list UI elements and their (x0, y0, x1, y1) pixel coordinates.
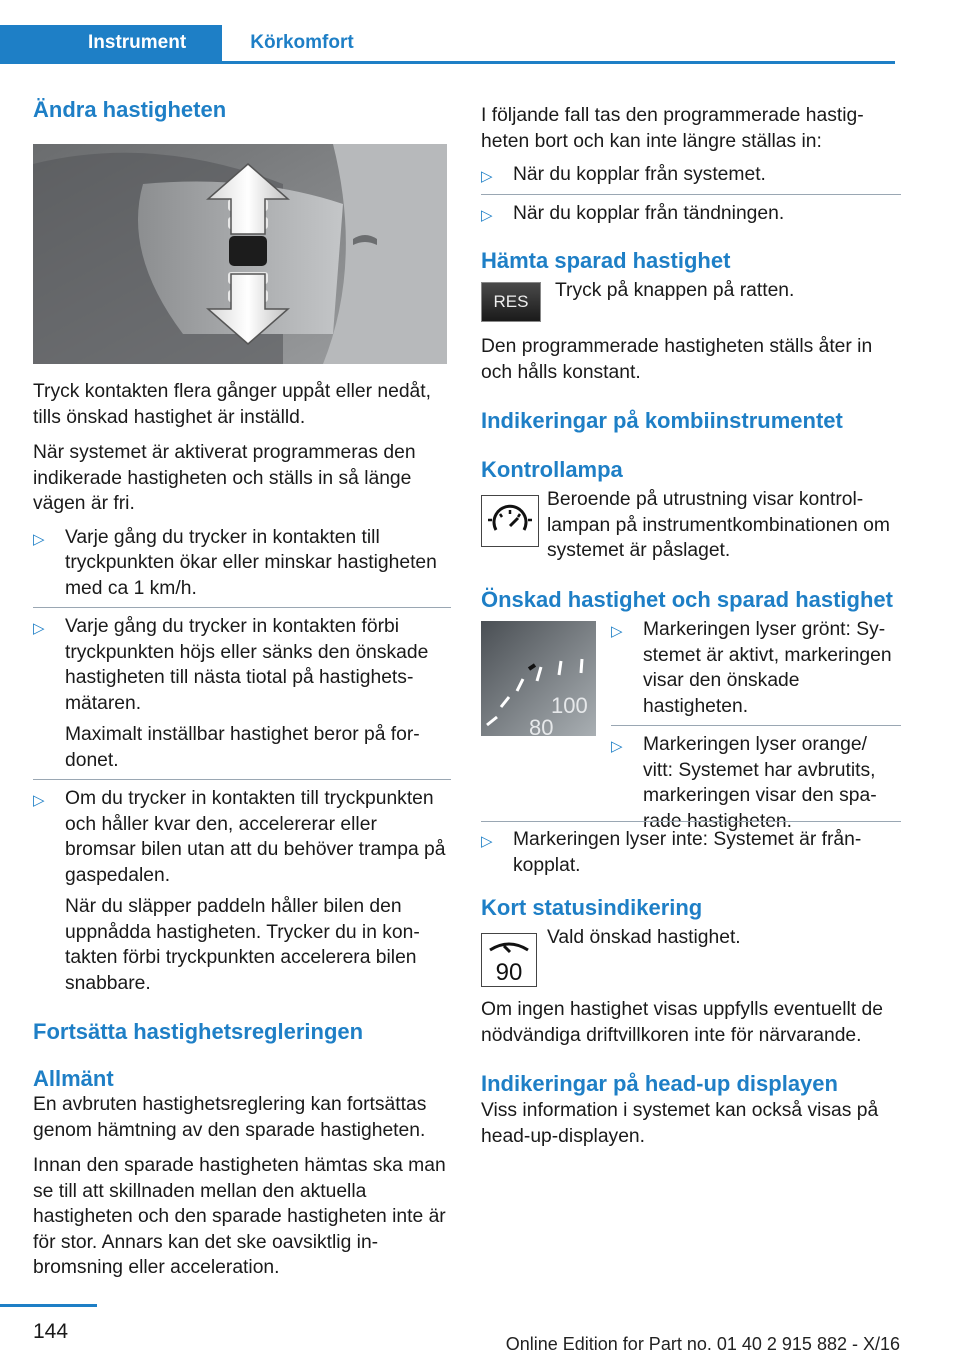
lamp-text: Beroende på utrustning visar kontrollampan på instrumentkombinationen om systemet är påslaget. (547, 489, 890, 561)
list-item (481, 827, 901, 878)
list-item (481, 201, 901, 227)
list-item (33, 614, 451, 773)
triangle-bullet-icon: ▷ (33, 792, 45, 809)
list-item (33, 786, 451, 996)
list-item (611, 732, 901, 834)
res-text: Tryck på knappen på ratten. (555, 280, 795, 301)
marking-list (611, 617, 901, 834)
status-speed-value: 90 (495, 959, 523, 986)
tab-instrument[interactable]: Instrument (0, 25, 222, 61)
divider (33, 607, 451, 608)
triangle-bullet-icon: ▷ (33, 620, 45, 637)
triangle-bullet-icon: ▷ (481, 168, 493, 185)
paragraph: När systemet är aktiverat programmeras den indikerade hastigheten och ställs in så länge vägen är fri. (33, 442, 416, 514)
res-row (481, 278, 901, 324)
paragraph: Innan den sparade hastigheten hämtas ska man se till att skillnaden mellan den aktuella hastigheten och den sparade hastigheten inte är för stor. Annars kan det ske oavsiktlig inbromsning eller acceleration. (33, 1155, 446, 1278)
divider (611, 725, 901, 726)
triangle-bullet-icon: ▷ (611, 623, 623, 640)
divider (481, 821, 901, 822)
gauge-100-label: 100 (551, 693, 588, 718)
divider (481, 194, 901, 195)
cruise-control-lamp-icon (481, 495, 539, 547)
triangle-bullet-icon: ▷ (33, 530, 45, 548)
heading-status: Kort statusindikering (481, 895, 703, 920)
triangle-bullet-icon: ▷ (481, 206, 493, 224)
triangle-bullet-icon: ▷ (611, 738, 623, 755)
list-item (33, 525, 451, 602)
status-row (481, 925, 901, 985)
tab-korkomfort[interactable]: Körkomfort (222, 25, 382, 61)
list-item (611, 617, 901, 719)
list-item-text: När du kopplar från systemet. (513, 164, 766, 185)
list-item-text: Om du trycker in kontakten till tryckpunkten och håller kvar den, accelererar eller bromsar bilen utan att du behöver trampa på gaspedalen. (65, 788, 446, 886)
paragraph: En avbruten hastighetsreglering kan fortsättas genom hämtning av den sparade hastigheten. (33, 1094, 427, 1141)
footer-rule (0, 1304, 97, 1307)
heading-recall: Hämta sparad hastighet (481, 248, 731, 273)
list-item-text: Varje gång du trycker in kontakten förbi tryckpunkten höjs eller sänks den önskade hastigheten till nästa tiotal på hastighetsmätaren. (65, 616, 429, 714)
heading-continue: Fortsätta hastighetsregleringen (33, 1019, 364, 1044)
paragraph: Tryck kontakten flera gånger uppåt eller nedåt, tills önskad hastighet är inställd. (33, 381, 431, 428)
left-column (33, 96, 451, 1281)
heading-hud: Indikeringar på head-up displayen (481, 1071, 838, 1096)
heading-lamp: Kontrollampa (481, 457, 623, 482)
steering-wheel-illustration (33, 144, 447, 364)
header-tabs (0, 25, 895, 64)
lamp-row (481, 487, 901, 567)
list-item-text: När du kopplar från tändningen. (513, 202, 785, 224)
list-item-subtext: Maximalt inställbar hastighet beror på fordonet. (65, 724, 420, 771)
gauge-row (481, 617, 901, 881)
list-item-text: Markeringen lyser orange/ vitt: Systemet har avbrutits, markeringen visar den sparade hastigheten. (643, 734, 877, 832)
list-item-text: Markeringen lyser grönt: Systemet är aktivt, markeringen visar den önskade hastigheten. (643, 619, 892, 717)
heading-general: Allmänt (33, 1066, 114, 1091)
divider (33, 779, 451, 780)
page-number: 144 (33, 1320, 69, 1343)
paragraph: Viss information i systemet kan också visas på head-up-displayen. (481, 1100, 879, 1147)
heading-change-speed: Ändra hastigheten (33, 97, 227, 122)
edition-text: Online Edition for Part no. 01 40 2 915 882 - X/16 (505, 1334, 900, 1354)
speedometer-image (481, 621, 596, 736)
list-item-text: Markeringen lyser inte: Systemet är frånkopplat. (513, 829, 862, 876)
paragraph: I följande fall tas den programmerade hastigheten bort och kan inte längre ställas in: (481, 105, 864, 152)
heading-desired: Önskad hastighet och sparad hastighet (481, 587, 893, 612)
res-label: RES (493, 292, 529, 311)
gauge-80-label: 80 (529, 715, 554, 736)
list-item (481, 162, 901, 188)
res-button-icon (481, 282, 541, 322)
short-status-icon (481, 933, 537, 987)
paragraph: Den programmerade hastigheten ställs åter in och hålls konstant. (481, 336, 873, 383)
right-column (481, 103, 901, 1149)
steering-wheel-image (33, 144, 447, 364)
status-text: Vald önskad hastighet. (547, 927, 741, 948)
triangle-bullet-icon: ▷ (481, 833, 493, 850)
list-item-text: Varje gång du trycker in kontakten till tryckpunkten ökar eller minskar hastigheten med ca 1 km/h. (65, 526, 437, 599)
list-item-subtext: När du släpper paddeln håller bilen den uppnådda hastigheten. Trycker du in kontakten förbi tryckpunkten accelerera bilen snabbare. (65, 896, 420, 994)
heading-indications: Indikeringar på kombiinstrumentet (481, 408, 843, 433)
paragraph: Om ingen hastighet visas uppfylls eventuellt de nödvändiga driftvillkoren inte för närvarande. (481, 999, 883, 1046)
